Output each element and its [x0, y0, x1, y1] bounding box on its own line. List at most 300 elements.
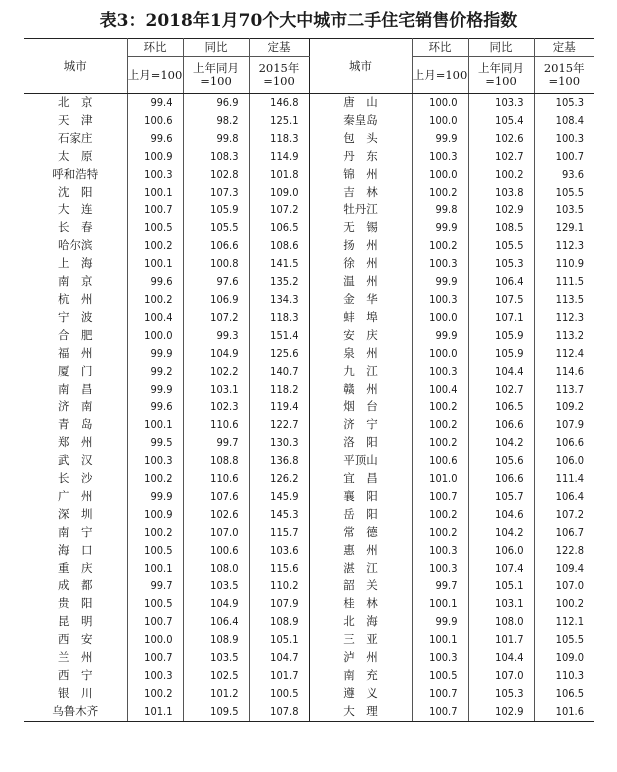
base-value-left: 115.7	[249, 524, 309, 542]
city-name-left: 南 京	[24, 273, 127, 291]
yoy-value-left: 107.0	[183, 524, 249, 542]
yoy-value-right: 105.6	[468, 452, 534, 470]
header-base-right: 定基	[534, 39, 594, 57]
base-value-left: 103.6	[249, 542, 309, 560]
yoy-value-left: 110.6	[183, 470, 249, 488]
base-value-right: 106.6	[555, 436, 584, 450]
price-index-table	[24, 38, 594, 722]
base-value-right: 129.1	[555, 221, 584, 235]
city-name-right: 常 德	[309, 524, 412, 542]
mom-value-left: 99.5	[127, 434, 183, 452]
mom-value-left: 101.1	[127, 703, 183, 721]
table-row	[24, 470, 594, 488]
base-value-right: 122.8	[555, 543, 584, 557]
base-value-right: 107.9	[555, 418, 584, 432]
mom-value-right: 100.1	[412, 631, 468, 649]
base-value-left: 100.5	[249, 685, 309, 703]
mom-value-right: 100.0	[412, 166, 468, 184]
mom-value-left: 99.7	[127, 577, 183, 595]
table-row	[24, 184, 594, 202]
base-value-right: 111.4	[555, 472, 584, 486]
yoy-value-left: 97.6	[183, 273, 249, 291]
mom-value-right: 100.7	[412, 685, 468, 703]
base-value-right: 106.5	[555, 686, 584, 700]
price-index-table-container	[24, 38, 594, 759]
yoy-value-right: 106.4	[468, 273, 534, 291]
city-name-left: 乌鲁木齐	[24, 703, 127, 721]
yoy-value-right: 107.4	[468, 560, 534, 578]
base-value-left: 134.3	[249, 291, 309, 309]
table-row	[24, 649, 594, 667]
header-yoy-right: 同比	[468, 39, 534, 57]
city-name-left: 宁 波	[24, 309, 127, 327]
yoy-value-right: 105.1	[468, 577, 534, 595]
header-city-left: 城市	[24, 39, 127, 94]
yoy-value-left: 108.8	[183, 452, 249, 470]
yoy-value-left: 108.0	[183, 560, 249, 578]
yoy-value-left: 105.9	[183, 201, 249, 219]
table-row	[24, 488, 594, 506]
base-value-left: 115.6	[249, 560, 309, 578]
yoy-value-right: 102.6	[468, 130, 534, 148]
city-name-left: 贵 阳	[24, 595, 127, 613]
mom-value-left: 100.7	[127, 613, 183, 631]
yoy-value-right: 104.4	[468, 649, 534, 667]
yoy-value-left: 108.3	[183, 148, 249, 166]
city-name-right: 岳 阳	[309, 506, 412, 524]
base-value-right: 100.3	[555, 131, 584, 145]
table-body	[24, 94, 594, 722]
mom-value-left: 99.9	[127, 381, 183, 399]
header-base-sub-right: 2015年=100	[534, 57, 594, 94]
city-name-right: 三 亚	[309, 631, 412, 649]
header-row-1	[24, 39, 594, 57]
city-name-right: 赣 州	[309, 381, 412, 399]
base-value-right: 113.5	[555, 292, 584, 306]
city-name-right: 锦 州	[309, 166, 412, 184]
yoy-value-left: 100.8	[183, 255, 249, 273]
city-name-right: 吉 林	[309, 184, 412, 202]
city-name-left: 西 宁	[24, 667, 127, 685]
city-name-right: 包 头	[309, 130, 412, 148]
mom-value-left: 99.9	[127, 345, 183, 363]
mom-value-left: 100.0	[127, 631, 183, 649]
yoy-value-right: 102.7	[468, 381, 534, 399]
yoy-value-left: 102.8	[183, 166, 249, 184]
city-name-left: 南 宁	[24, 524, 127, 542]
yoy-value-left: 110.6	[183, 416, 249, 434]
yoy-value-right: 107.5	[468, 291, 534, 309]
city-name-left: 石家庄	[24, 130, 127, 148]
table-row	[24, 613, 594, 631]
mom-value-right: 100.6	[412, 452, 468, 470]
yoy-value-left: 105.5	[183, 219, 249, 237]
mom-value-left: 100.1	[127, 255, 183, 273]
base-value-right: 114.6	[555, 364, 584, 378]
mom-value-left: 100.2	[127, 470, 183, 488]
mom-value-right: 101.0	[412, 470, 468, 488]
yoy-value-right: 105.3	[468, 255, 534, 273]
yoy-value-left: 106.4	[183, 613, 249, 631]
mom-value-left: 99.6	[127, 398, 183, 416]
mom-value-right: 99.7	[412, 577, 468, 595]
city-name-left: 重 庆	[24, 560, 127, 578]
table-row	[24, 631, 594, 649]
mom-value-left: 100.9	[127, 506, 183, 524]
table-row	[24, 291, 594, 309]
base-value-right: 109.0	[555, 651, 584, 665]
base-value-right: 110.3	[555, 669, 584, 682]
yoy-value-left: 98.2	[183, 112, 249, 130]
table-row	[24, 273, 594, 291]
yoy-value-right: 102.9	[468, 703, 534, 721]
table-row	[24, 327, 594, 345]
yoy-value-right: 105.5	[468, 237, 534, 255]
table-row	[24, 595, 594, 613]
table-row	[24, 434, 594, 452]
mom-value-left: 100.5	[127, 219, 183, 237]
table-row	[24, 398, 594, 416]
table-row	[24, 452, 594, 470]
base-value-left: 118.3	[249, 130, 309, 148]
city-name-right: 济 宁	[309, 416, 412, 434]
yoy-value-left: 107.2	[183, 309, 249, 327]
city-name-left: 银 川	[24, 685, 127, 703]
city-name-right: 韶 关	[309, 577, 412, 595]
base-value-right: 106.0	[555, 454, 584, 468]
header-mom-sub-right: 上月=100	[412, 57, 468, 94]
yoy-value-left: 96.9	[183, 94, 249, 112]
mom-value-right: 100.3	[412, 291, 468, 309]
header-mom-right: 环比	[412, 39, 468, 57]
mom-value-right: 100.0	[412, 309, 468, 327]
mom-value-left: 100.9	[127, 148, 183, 166]
yoy-value-left: 106.6	[183, 237, 249, 255]
mom-value-right: 100.2	[412, 184, 468, 202]
base-value-left: 109.0	[249, 184, 309, 202]
yoy-value-right: 105.3	[468, 685, 534, 703]
yoy-value-left: 103.5	[183, 649, 249, 667]
mom-value-left: 100.0	[127, 327, 183, 345]
header-yoy-sub-left: 上年同月=100	[183, 57, 249, 94]
city-name-left: 济 南	[24, 398, 127, 416]
mom-value-left: 99.6	[127, 273, 183, 291]
mom-value-left: 100.3	[127, 667, 183, 685]
yoy-value-left: 102.5	[183, 667, 249, 685]
base-value-left: 146.8	[249, 94, 309, 112]
mom-value-left: 100.3	[127, 452, 183, 470]
base-value-right: 113.7	[555, 382, 584, 396]
table-row	[24, 506, 594, 524]
mom-value-left: 99.4	[127, 94, 183, 112]
base-value-left: 108.9	[249, 613, 309, 631]
city-name-right: 九 江	[309, 363, 412, 381]
city-name-right: 南 充	[309, 667, 412, 685]
yoy-value-left: 99.7	[183, 434, 249, 452]
city-name-left: 厦 门	[24, 363, 127, 381]
base-value-left: 145.9	[249, 488, 309, 506]
base-value-left: 110.2	[249, 577, 309, 595]
city-name-left: 南 昌	[24, 381, 127, 399]
base-value-right: 112.3	[555, 239, 584, 253]
table-row	[24, 148, 594, 166]
mom-value-right: 100.7	[412, 703, 468, 721]
mom-value-right: 100.0	[412, 345, 468, 363]
yoy-value-right: 107.1	[468, 309, 534, 327]
header-city-right: 城市	[309, 39, 412, 94]
table-row	[24, 130, 594, 148]
table-row	[24, 363, 594, 381]
city-name-left: 合 肥	[24, 327, 127, 345]
city-name-right: 安 庆	[309, 327, 412, 345]
base-value-left: 114.9	[249, 148, 309, 166]
yoy-value-right: 104.2	[468, 524, 534, 542]
base-value-left: 107.2	[249, 201, 309, 219]
table-row	[24, 112, 594, 130]
base-value-right: 111.5	[555, 275, 584, 289]
city-name-left: 大 连	[24, 201, 127, 219]
city-name-left: 兰 州	[24, 649, 127, 667]
city-name-left: 呼和浩特	[24, 166, 127, 184]
base-value-right: 112.4	[555, 346, 584, 360]
base-value-right: 105.5	[555, 185, 584, 199]
mom-value-left: 100.1	[127, 416, 183, 434]
table-row	[24, 94, 594, 112]
city-name-left: 青 岛	[24, 416, 127, 434]
mom-value-right: 100.2	[412, 506, 468, 524]
table-row	[24, 309, 594, 327]
base-value-right: 105.3	[555, 96, 584, 109]
base-value-left: 151.4	[249, 327, 309, 345]
table-row	[24, 237, 594, 255]
mom-value-right: 100.1	[412, 595, 468, 613]
mom-value-left: 100.2	[127, 524, 183, 542]
city-name-left: 海 口	[24, 542, 127, 560]
base-value-right: 105.5	[555, 633, 584, 647]
header-yoy-left: 同比	[183, 39, 249, 57]
base-value-left: 101.7	[249, 667, 309, 685]
mom-value-right: 100.3	[412, 255, 468, 273]
base-value-right: 110.9	[555, 257, 584, 271]
mom-value-right: 99.9	[412, 273, 468, 291]
city-name-right: 湛 江	[309, 560, 412, 578]
mom-value-right: 100.3	[412, 649, 468, 667]
mom-value-right: 100.2	[412, 398, 468, 416]
mom-value-left: 99.6	[127, 130, 183, 148]
mom-value-left: 100.1	[127, 184, 183, 202]
yoy-value-right: 102.9	[468, 201, 534, 219]
base-value-right: 106.4	[555, 489, 584, 503]
mom-value-right: 100.7	[412, 488, 468, 506]
mom-value-left: 100.5	[127, 595, 183, 613]
yoy-value-right: 105.9	[468, 327, 534, 345]
yoy-value-left: 104.9	[183, 595, 249, 613]
yoy-value-right: 104.2	[468, 434, 534, 452]
yoy-value-right: 106.5	[468, 398, 534, 416]
yoy-value-right: 105.7	[468, 488, 534, 506]
mom-value-right: 100.4	[412, 381, 468, 399]
base-value-left: 135.2	[249, 273, 309, 291]
city-name-right: 北 海	[309, 613, 412, 631]
base-value-right: 107.0	[555, 579, 584, 593]
yoy-value-right: 108.0	[468, 613, 534, 631]
mom-value-right: 100.0	[412, 112, 468, 130]
city-name-left: 太 原	[24, 148, 127, 166]
city-name-left: 沈 阳	[24, 184, 127, 202]
city-name-right: 大 理	[309, 703, 412, 721]
yoy-value-right: 108.5	[468, 219, 534, 237]
table-row	[24, 577, 594, 595]
city-name-right: 遵 义	[309, 685, 412, 703]
mom-value-right: 99.9	[412, 613, 468, 631]
city-name-right: 牡丹江	[309, 201, 412, 219]
mom-value-left: 100.1	[127, 560, 183, 578]
yoy-value-left: 108.9	[183, 631, 249, 649]
mom-value-right: 100.2	[412, 237, 468, 255]
base-value-right: 109.4	[555, 561, 584, 575]
base-value-left: 145.3	[249, 506, 309, 524]
base-value-left: 125.1	[249, 112, 309, 130]
table-row	[24, 542, 594, 560]
base-value-left: 101.8	[249, 166, 309, 184]
city-name-right: 泸 州	[309, 649, 412, 667]
mom-value-left: 100.2	[127, 237, 183, 255]
table-row	[24, 201, 594, 219]
table-row	[24, 416, 594, 434]
mom-value-right: 100.0	[412, 94, 468, 112]
table-row	[24, 345, 594, 363]
yoy-value-right: 106.6	[468, 470, 534, 488]
city-name-right: 秦皇岛	[309, 112, 412, 130]
yoy-value-left: 100.6	[183, 542, 249, 560]
mom-value-right: 100.2	[412, 524, 468, 542]
yoy-value-left: 102.6	[183, 506, 249, 524]
mom-value-right: 99.9	[412, 327, 468, 345]
table-row	[24, 381, 594, 399]
city-name-right: 襄 阳	[309, 488, 412, 506]
header-base-sub-left: 2015年=100	[249, 57, 309, 94]
city-name-left: 上 海	[24, 255, 127, 273]
yoy-value-left: 107.6	[183, 488, 249, 506]
base-value-left: 141.5	[249, 255, 309, 273]
city-name-left: 武 汉	[24, 452, 127, 470]
base-value-left: 105.1	[249, 631, 309, 649]
mom-value-left: 99.9	[127, 488, 183, 506]
yoy-value-left: 109.5	[183, 703, 249, 721]
base-value-left: 119.4	[249, 398, 309, 416]
city-name-right: 洛 阳	[309, 434, 412, 452]
base-value-left: 107.9	[249, 595, 309, 613]
base-value-right: 103.5	[555, 203, 584, 217]
city-name-left: 长 沙	[24, 470, 127, 488]
city-name-right: 惠 州	[309, 542, 412, 560]
base-value-left: 122.7	[249, 416, 309, 434]
base-value-right: 100.7	[555, 149, 584, 163]
mom-value-right: 99.9	[412, 130, 468, 148]
city-name-right: 蚌 埠	[309, 309, 412, 327]
city-name-right: 宜 昌	[309, 470, 412, 488]
base-value-right: 107.2	[555, 507, 584, 521]
base-value-right: 108.4	[555, 113, 584, 127]
city-name-left: 成 都	[24, 577, 127, 595]
mom-value-right: 100.2	[412, 416, 468, 434]
city-name-left: 杭 州	[24, 291, 127, 309]
city-name-right: 泉 州	[309, 345, 412, 363]
city-name-right: 温 州	[309, 273, 412, 291]
yoy-value-left: 102.3	[183, 398, 249, 416]
yoy-value-right: 106.6	[468, 416, 534, 434]
yoy-value-left: 102.2	[183, 363, 249, 381]
base-value-right: 112.1	[555, 615, 584, 629]
yoy-value-right: 101.7	[468, 631, 534, 649]
mom-value-right: 100.3	[412, 542, 468, 560]
yoy-value-right: 102.7	[468, 148, 534, 166]
mom-value-right: 100.3	[412, 560, 468, 578]
yoy-value-right: 105.9	[468, 345, 534, 363]
yoy-value-right: 106.0	[468, 542, 534, 560]
city-name-right: 桂 林	[309, 595, 412, 613]
base-value-left: 106.5	[249, 219, 309, 237]
yoy-value-left: 106.9	[183, 291, 249, 309]
base-value-right: 101.6	[534, 703, 594, 721]
base-value-right: 112.3	[555, 310, 584, 324]
city-name-left: 北 京	[24, 94, 127, 112]
yoy-value-right: 107.0	[468, 667, 534, 685]
mom-value-right: 100.5	[412, 667, 468, 685]
table-row	[24, 219, 594, 237]
table-row	[24, 524, 594, 542]
mom-value-right: 99.9	[412, 219, 468, 237]
mom-value-right: 99.8	[412, 201, 468, 219]
city-name-left: 天 津	[24, 112, 127, 130]
base-value-right: 93.6	[561, 167, 584, 181]
yoy-value-right: 105.4	[468, 112, 534, 130]
city-name-right: 丹 东	[309, 148, 412, 166]
city-name-left: 昆 明	[24, 613, 127, 631]
mom-value-left: 100.5	[127, 542, 183, 560]
mom-value-left: 100.2	[127, 291, 183, 309]
header-base-left: 定基	[249, 39, 309, 57]
mom-value-left: 100.4	[127, 309, 183, 327]
yoy-value-right: 103.3	[468, 94, 534, 112]
yoy-value-left: 99.3	[183, 327, 249, 345]
yoy-value-right: 100.2	[468, 166, 534, 184]
table-title: 表3：2018年1月70个大中城市二手住宅销售价格指数	[99, 11, 518, 31]
mom-value-left: 100.3	[127, 166, 183, 184]
mom-value-right: 100.3	[412, 148, 468, 166]
yoy-value-right: 104.4	[468, 363, 534, 381]
header-yoy-sub-right: 上年同月=100	[468, 57, 534, 94]
yoy-value-left: 99.8	[183, 130, 249, 148]
yoy-value-left: 103.5	[183, 577, 249, 595]
table-row	[24, 703, 594, 721]
city-name-left: 长 春	[24, 219, 127, 237]
city-name-left: 广 州	[24, 488, 127, 506]
yoy-value-right: 104.6	[468, 506, 534, 524]
table-row	[24, 667, 594, 685]
city-name-left: 西 安	[24, 631, 127, 649]
base-value-left: 108.6	[249, 237, 309, 255]
base-value-left: 136.8	[249, 452, 309, 470]
mom-value-left: 100.6	[127, 112, 183, 130]
city-name-right: 唐 山	[309, 94, 412, 112]
yoy-value-right: 103.8	[468, 184, 534, 202]
base-value-left: 130.3	[249, 434, 309, 452]
base-value-right: 113.2	[555, 328, 584, 342]
table-row	[24, 685, 594, 703]
city-name-right: 烟 台	[309, 398, 412, 416]
mom-value-left: 100.2	[127, 685, 183, 703]
